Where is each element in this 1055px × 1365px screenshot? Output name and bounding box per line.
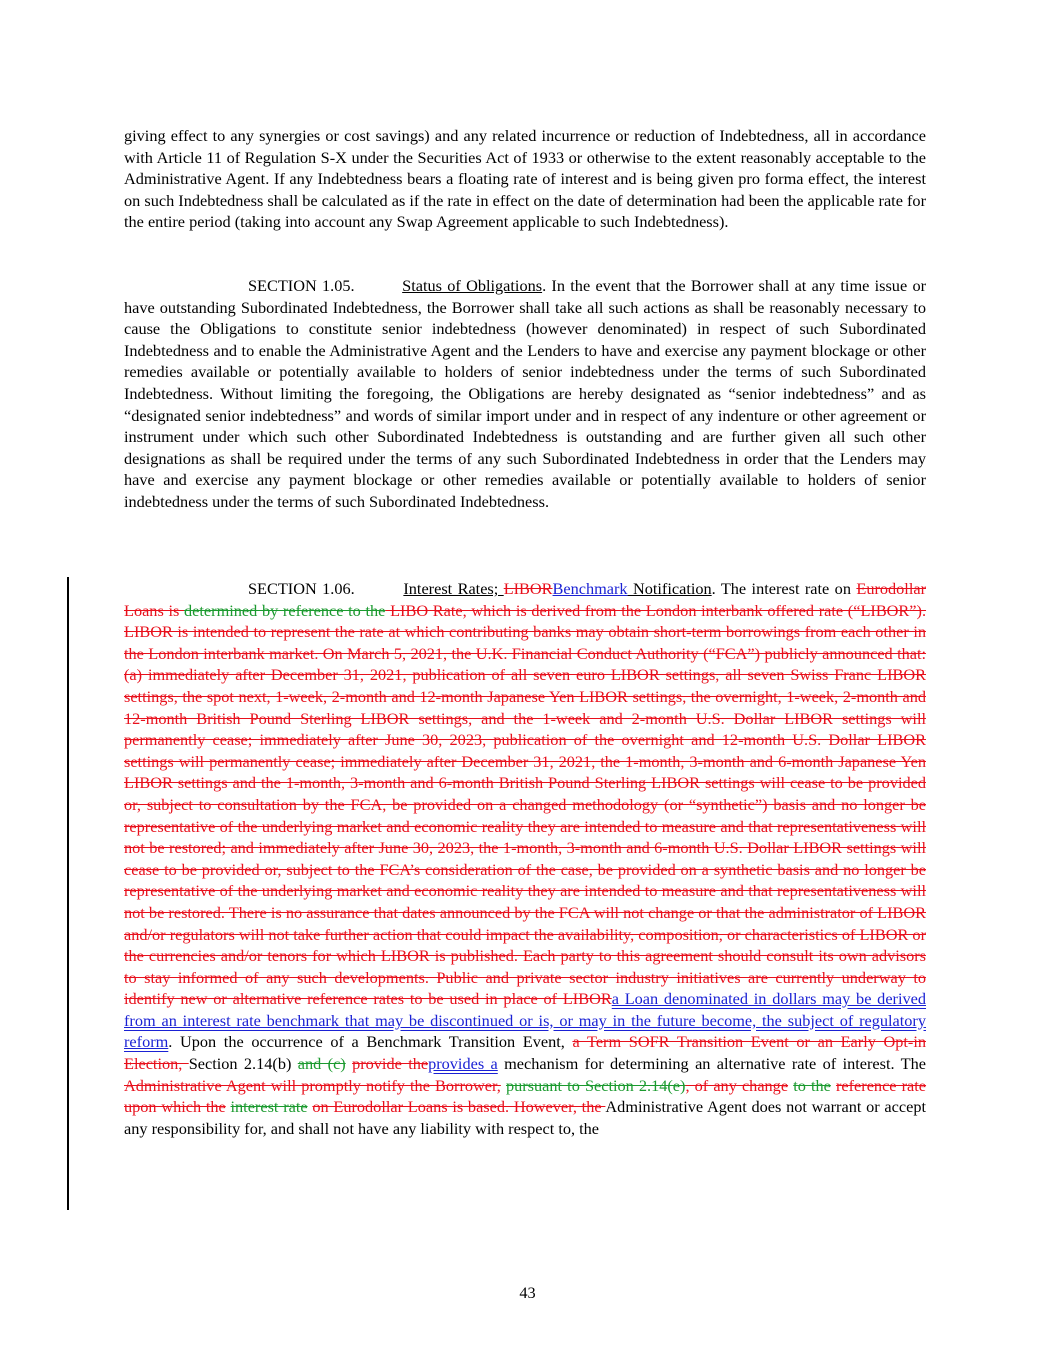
section-1-06-paragraph — [124, 578, 926, 1139]
moved-deleted-text: pursuant to Section 2.14(e) — [505, 1075, 686, 1095]
deleted-text: Eurodollar Loans is — [124, 579, 926, 620]
section-heading: Notification — [627, 579, 712, 598]
body-text: Administrative Agent does not warrant or accept any responsibility for, and shall not have any liability with respect to, the — [124, 1097, 927, 1138]
moved-deleted-text: and (c) — [297, 1054, 346, 1074]
deleted-text: a Term SOFR Transition Event or an Early Opt-in Election, — [124, 1032, 926, 1074]
deleted-text: ”) publicly announced that: (a) immediately after December 31, 2021, publication of all seven euro LIBOR settings, all seven Swiss Franc LIBOR settings, the spot next, 1-week, 2-month and 12-month Japanese Yen LIBOR settings, the overnight, 1-week, 2-month and 12-month British Pound Sterling LIBOR settings, and the 1-week and 2-month U.S. Dollar LIBOR settings will permanently cease; immediately after June 30, 2023, publication of the overnight and 12-month U.S. Dollar LIBOR settings will permanently cease; immediately after December 31, 2021, the 1-month, 3-month and 6-month Japanese Yen LIBOR settings and the 1-month, 3-month and 6-month British Pound Sterling LIBOR settings will cease to be provided or, subject to consultation by the FCA, be provided on a changed methodology (or “synthetic”) basis and no longer be representative of the underlying market and economic reality they are intended to measure and that representativeness will not be restored; and immediately after June 30, 2023, the 1-month, 3-month and 6-month U.S. Dollar LIBOR settings will cease to be provided or, subject to the FCA’s consideration of the case, be provided on a synthetic basis and no longer be representative of the underlying market and economic reality they are intended to measure and that representativeness will not be restored. There is no assurance that dates announced by the FCA will not change or that the administrator of LIBOR and/or regulators will not take further action that could impact the availability, composition, or characteristics of LIBOR or the currencies and/or tenors for which LIBOR is published. Each party to this agreement should consult its own advisors to stay informed of any such developments. Public and private sector industry initiatives are currently underway to identify new or alternative reference rates to be used in place of LIBOR — [124, 643, 927, 1009]
moved-deleted-text: interest rate — [230, 1097, 308, 1117]
page-number: 43 — [519, 1283, 536, 1302]
body-text: . Upon the occurrence of a Benchmark Transition Event, — [168, 1032, 573, 1052]
section-body: . In the event that the Borrower shall at any time issue or have outstanding Subordinated Indebtedness, the Borrower shall take all such actions as shall be reasonably necessary to cause the Obligations to constitute senior indebtedness (however denominated) in respect of such Subordinated Indebtedness and to enable the Administrative Agent and the Lenders to have and exercise any payment blockage or other remedies available or potentially available to holders of senior indebtedness under the terms of such Subordinated Indebtedness. Without limiting the foregoing, the Obligations are hereby designated as “senior indebtedness” and as “designated senior indebtedness” and words of similar import under and in respect of any indenture or other agreement or instrument under which such other Subordinated Indebtedness is outstanding and are further given all such other designations as shall be required under the terms of any such Subordinated Indebtedness in order that the Lenders may have and exercise any payment blockage or other remedies available or potentially available to holders of senior indebtedness under the terms of such Subordinated Indebtedness. — [124, 276, 927, 511]
section-heading: Interest Rates; — [403, 579, 504, 598]
moved-deleted-text: to the — [793, 1075, 831, 1095]
deleted-text: ”). LIBOR is intended to represent the rate at which contributing banks may obtain short-term borrowings from each other in the London interbank market. On March 5, 2021, the U.K. Financial Conduct Authority (“ — [124, 600, 927, 663]
deleted-text: on Eurodollar Loans is based. However, the — [312, 1097, 606, 1117]
body-text: Section 2.14(b) — [188, 1054, 298, 1074]
paragraph-continuation: giving effect to any synergies or cost savings) and any related incurrence or reduction of Indebtedness, all in accordance with Article 11 of Regulation S-X under the Securities Act of 1933 or otherwise to the extent reasonably acceptable to the Administrative Agent. If any Indebtedness bears a floating rate of interest and is being given pro forma effect, the interest on such Indebtedness shall be calculated as if the rate in effect on the date of determination had been the applicable rate for the entire period (taking into account any Swap Agreement applicable to such Indebtedness). — [124, 126, 926, 232]
section-number: SECTION 1.06. — [248, 579, 355, 598]
deleted-text: LIBO Rate, which is derived from the London interbank offered rate (“ — [385, 600, 861, 620]
inserted-text: provides a — [428, 1054, 498, 1074]
section-1-05-paragraph — [124, 275, 926, 513]
deleted-text: provide the — [352, 1054, 429, 1074]
deleted-text: FCA — [715, 643, 748, 663]
body-text: mechanism for determining an alternative rate of interest. The — [497, 1054, 926, 1074]
inserted-text: a Loan denominated in dollars may be derived from an interest rate benchmark that may be discontinued or is, or may in the future become, the subject of regulatory reform — [124, 989, 927, 1052]
moved-deleted-text: determined by reference to the — [184, 600, 386, 620]
section-number: SECTION 1.05. — [248, 276, 355, 295]
deleted-text: , of any change — [685, 1075, 789, 1095]
deleted-text: Administrative Agent will promptly notify the Borrower, — [124, 1075, 501, 1095]
inserted-text: Benchmark — [552, 579, 628, 598]
revision-change-bar — [67, 577, 69, 1210]
deleted-text: LIBOR — [503, 579, 553, 598]
section-heading: Status of Obligations — [402, 276, 543, 295]
body-text: . The interest rate on — [711, 579, 857, 598]
deleted-text: reference rate upon which the — [124, 1075, 927, 1117]
deleted-text: LIBOR — [860, 600, 910, 620]
